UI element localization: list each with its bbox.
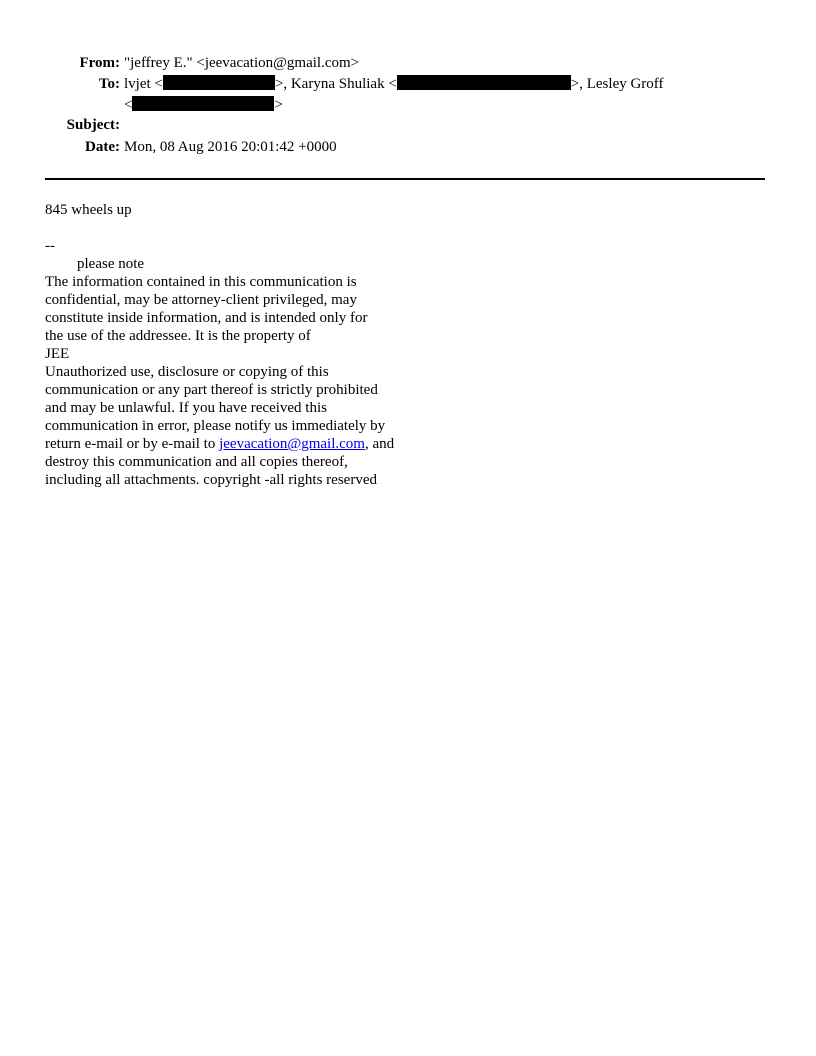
to-recipient-1-name: lvjet < bbox=[124, 76, 163, 92]
to-value-continued bbox=[124, 96, 283, 114]
date-value: Mon, 08 Aug 2016 20:01:42 +0000 bbox=[124, 139, 337, 155]
date-label: Date: bbox=[85, 139, 120, 155]
subject-row bbox=[0, 116, 816, 138]
disclaimer-line: and may be unlawful. If you have received this bbox=[45, 400, 327, 416]
redaction-box bbox=[132, 96, 274, 111]
message-body bbox=[45, 201, 445, 489]
message-text: 845 wheels up bbox=[45, 202, 132, 218]
disclaimer-line: including all attachments. copyright -all rights reserved bbox=[45, 472, 377, 488]
signature-note: please note bbox=[77, 256, 145, 272]
email-header bbox=[0, 54, 816, 156]
disclaimer-line: communication or any part thereof is strictly prohibited bbox=[45, 382, 378, 398]
disclaimer-line: constitute inside information, and is intended only for bbox=[45, 310, 368, 326]
from-row bbox=[0, 54, 816, 75]
to-recipient-3-close: > bbox=[274, 97, 283, 113]
to-row-continued bbox=[0, 96, 816, 116]
subject-label: Subject: bbox=[66, 117, 120, 133]
disclaimer-line: the use of the addressee. It is the property of bbox=[45, 328, 311, 344]
return-suffix: , and bbox=[364, 436, 395, 452]
header-divider bbox=[45, 178, 765, 180]
redaction-box bbox=[397, 75, 571, 90]
disclaimer-line: confidential, may be attorney-client privileged, may bbox=[45, 292, 357, 308]
disclaimer-line: communication in error, please notify us immediately by bbox=[45, 418, 386, 434]
to-recipient-3-name: >, Lesley Groff bbox=[570, 76, 664, 92]
return-prefix: return e-mail or by e-mail to bbox=[45, 436, 220, 452]
to-value bbox=[124, 75, 664, 93]
date-row bbox=[0, 138, 816, 156]
signature-separator: -- bbox=[45, 238, 55, 254]
email-link[interactable]: jeevacation@gmail.com bbox=[219, 436, 365, 452]
disclaimer-line: destroy this communication and all copies thereof, bbox=[45, 454, 348, 470]
blank-line bbox=[45, 219, 445, 237]
to-recipient-3-open: < bbox=[124, 97, 133, 113]
redaction-box bbox=[163, 75, 275, 90]
disclaimer-line: The information contained in this communication is bbox=[45, 274, 357, 290]
disclaimer-line: JEE bbox=[45, 346, 70, 362]
disclaimer-line bbox=[45, 435, 445, 453]
to-row bbox=[0, 75, 816, 96]
to-recipient-2-name: >, Karyna Shuliak < bbox=[274, 76, 397, 92]
to-label: To: bbox=[98, 76, 120, 92]
from-value: "jeffrey E." <jeevacation@gmail.com> bbox=[124, 55, 360, 71]
disclaimer-line: Unauthorized use, disclosure or copying of this bbox=[45, 364, 329, 380]
from-label: From: bbox=[79, 55, 120, 71]
